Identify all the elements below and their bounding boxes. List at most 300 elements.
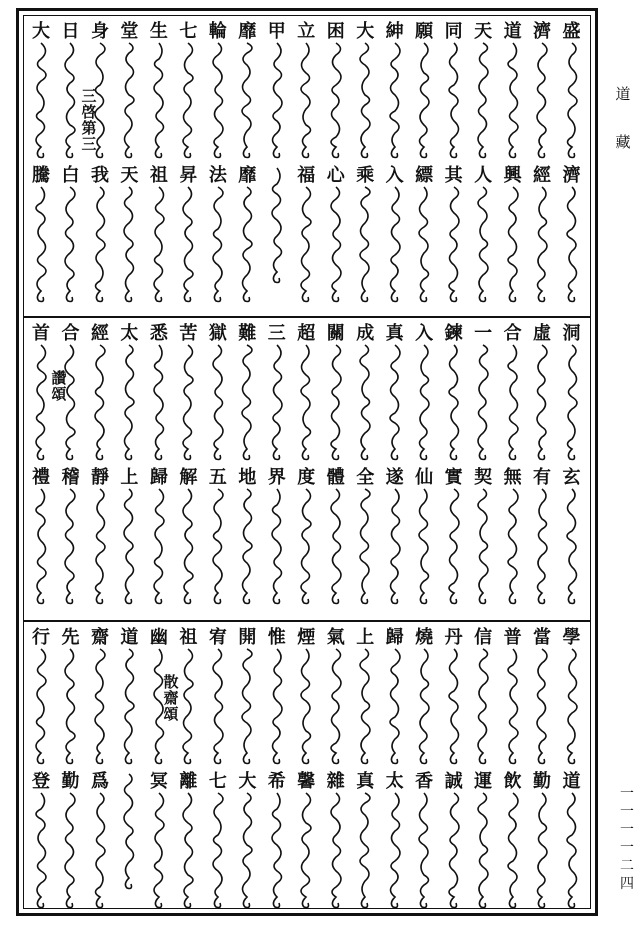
lyric-char: 丹 (444, 627, 463, 648)
notation-column-top (441, 324, 467, 460)
notation-column-bottom (57, 772, 83, 908)
notation-column-bottom (28, 468, 54, 604)
neume-squiggle-icon (146, 345, 172, 460)
neume-squiggle-icon (470, 43, 496, 158)
page-inner-frame (23, 15, 591, 909)
neume-squiggle-icon (470, 649, 496, 764)
lyric-char: 馨 (297, 771, 316, 792)
lyric-char: 靡 (238, 165, 257, 186)
lyric-char: 難 (238, 323, 257, 344)
lyric-char: 法 (208, 165, 227, 186)
neume-squiggle-icon (411, 793, 437, 908)
neume-squiggle-icon (175, 43, 201, 158)
neume-squiggle-icon (500, 489, 526, 604)
lyric-char: 大 (238, 771, 257, 792)
lyric-char: 甲 (267, 21, 286, 42)
notation-column-top (382, 324, 408, 460)
lyric-char: 生 (149, 21, 168, 42)
band-2 (24, 316, 590, 622)
lyric-char: 成 (356, 323, 375, 344)
neume-squiggle-icon (205, 345, 231, 460)
notation-column-bottom (264, 166, 290, 283)
lyric-char: 大 (356, 21, 375, 42)
notation-column-bottom (175, 772, 201, 908)
lyric-char: 運 (474, 771, 493, 792)
neume-squiggle-icon (234, 43, 260, 158)
neume-squiggle-icon (116, 187, 142, 302)
lyric-char: 上 (120, 467, 139, 488)
neume-squiggle-icon (234, 489, 260, 604)
lyric-char: 日 (61, 21, 80, 42)
neume-squiggle-icon (28, 793, 54, 908)
notation-column-top (352, 22, 378, 158)
lyric-char: 信 (474, 627, 493, 648)
notation-column-bottom (559, 772, 585, 908)
lyric-char: 燒 (415, 627, 434, 648)
notation-column-bottom (28, 166, 54, 302)
neume-squiggle-icon (529, 345, 555, 460)
lyric-char: 其 (444, 165, 463, 186)
neume-squiggle-icon (146, 489, 172, 604)
lyric-char: 洞 (562, 323, 581, 344)
margin-title (612, 70, 634, 166)
neume-squiggle-icon (559, 649, 585, 764)
neume-squiggle-icon (293, 793, 319, 908)
neume-squiggle-icon (441, 43, 467, 158)
notation-column-top (500, 22, 526, 158)
notation-column-top (205, 628, 231, 764)
notation-column-bottom (205, 468, 231, 604)
lyric-char: 靜 (90, 467, 109, 488)
neume-squiggle-icon (28, 187, 54, 302)
notation-column-bottom (87, 468, 113, 604)
neume-squiggle-icon (382, 649, 408, 764)
notation-column-top (352, 324, 378, 460)
notation-column-bottom (146, 468, 172, 604)
notation-column-top (116, 628, 142, 764)
neume-squiggle-icon (470, 345, 496, 460)
lyric-char: 心 (326, 165, 345, 186)
notation-column-bottom (234, 166, 260, 302)
notation-column-bottom (146, 772, 172, 908)
notation-column-bottom (411, 468, 437, 604)
notation-column-top (411, 324, 437, 460)
lyric-char: 苦 (179, 323, 198, 344)
lyric-char: 飲 (503, 771, 522, 792)
neume-squiggle-icon (411, 489, 437, 604)
notation-column-top (234, 22, 260, 158)
notation-column-top (116, 324, 142, 460)
neume-squiggle-icon (116, 43, 142, 158)
lyric-char: 煙 (297, 627, 316, 648)
neume-squiggle-icon (411, 345, 437, 460)
neume-squiggle-icon (87, 187, 113, 302)
neume-squiggle-icon (264, 43, 290, 158)
lyric-char: 濟 (533, 21, 552, 42)
notation-column-bottom (57, 166, 83, 302)
notation-column-top (264, 22, 290, 158)
lyric-char: 登 (32, 771, 50, 792)
notation-column-top (470, 22, 496, 158)
neume-squiggle-icon (205, 649, 231, 764)
notation-column-top (323, 324, 349, 460)
notation-column-bottom (529, 166, 555, 302)
notation-column-bottom (175, 166, 201, 302)
notation-column-top (264, 324, 290, 460)
notation-column-bottom (87, 166, 113, 302)
lyric-char: 齋 (90, 627, 109, 648)
lyric-char: 上 (356, 627, 375, 648)
notation-column-top (234, 628, 260, 764)
neume-squiggle-icon (559, 489, 585, 604)
notation-column-bottom (382, 772, 408, 908)
notation-column-bottom (234, 468, 260, 604)
neume-squiggle-icon (116, 345, 142, 460)
lyric-char: 合 (503, 323, 522, 344)
neume-squiggle-icon (500, 187, 526, 302)
notation-column-top (234, 324, 260, 460)
notation-column-top (382, 22, 408, 158)
neume-squiggle-icon (175, 793, 201, 908)
lyric-char: 學 (562, 627, 581, 648)
neume-squiggle-icon (470, 793, 496, 908)
notation-column-bottom (559, 166, 585, 302)
neume-squiggle-icon (323, 43, 349, 158)
neume-squiggle-icon (28, 489, 54, 604)
lyric-char: 獄 (208, 323, 227, 344)
neume-squiggle-icon (382, 793, 408, 908)
lyric-char: 先 (61, 627, 80, 648)
lyric-char: 盛 (562, 21, 581, 42)
neume-squiggle-icon (175, 187, 201, 302)
lyric-char: 爲 (90, 771, 109, 792)
lyric-char: 同 (444, 21, 463, 42)
lyric-char: 合 (61, 323, 80, 344)
lyric-char: 香 (415, 771, 434, 792)
page-number: 一一一一二四 (620, 786, 634, 892)
notation-column-bottom (352, 772, 378, 908)
notation-column-bottom (500, 468, 526, 604)
notation-column-bottom (529, 468, 555, 604)
lyric-char: 天 (120, 165, 139, 186)
neume-squiggle-icon (146, 43, 172, 158)
lyric-char: 惟 (267, 627, 286, 648)
lyric-char: 七 (179, 21, 198, 42)
notation-column-bottom (529, 772, 555, 908)
neume-squiggle-icon (529, 43, 555, 158)
notation-column-top (57, 628, 83, 764)
band-3 (24, 620, 590, 908)
band-1 (24, 16, 590, 316)
lyric-char: 入 (385, 165, 404, 186)
neume-squiggle-icon (205, 187, 231, 302)
notation-column-top (293, 22, 319, 158)
lyric-char: 祖 (149, 165, 168, 186)
neume-squiggle-icon (352, 43, 378, 158)
notation-column-top (28, 22, 54, 158)
notation-column-bottom (500, 772, 526, 908)
lyric-char: 鍊 (444, 323, 463, 344)
neume-squiggle-icon (441, 187, 467, 302)
lyric-char: 仙 (415, 467, 434, 488)
notation-column-top (205, 22, 231, 158)
lyric-char: 真 (356, 771, 375, 792)
notation-column-bottom (323, 772, 349, 908)
notation-column-top (529, 324, 555, 460)
notation-column-top (87, 628, 113, 764)
notation-column-top (470, 628, 496, 764)
notation-column-bottom (87, 772, 113, 908)
neume-squiggle-icon (500, 793, 526, 908)
neume-squiggle-icon (87, 793, 113, 908)
lyric-char: 經 (90, 323, 109, 344)
neume-squiggle-icon (57, 649, 83, 764)
lyric-char: 入 (415, 323, 434, 344)
notation-column-top (559, 324, 585, 460)
lyric-char: 氣 (326, 627, 345, 648)
neume-squiggle-icon (57, 793, 83, 908)
notation-column-bottom (470, 772, 496, 908)
neume-squiggle-icon (500, 649, 526, 764)
notation-column-top (323, 628, 349, 764)
lyric-char: 太 (385, 771, 404, 792)
neume-squiggle-icon (323, 187, 349, 302)
lyric-char: 契 (474, 467, 493, 488)
neume-squiggle-icon (175, 345, 201, 460)
notation-column-bottom (559, 468, 585, 604)
lyric-char: 天 (474, 21, 493, 42)
neume-squiggle-icon (352, 793, 378, 908)
neume-squiggle-icon (441, 489, 467, 604)
neume-squiggle-icon (352, 649, 378, 764)
lyric-char: 願 (415, 21, 434, 42)
notation-column-top (28, 628, 54, 764)
neume-squiggle-icon (234, 187, 260, 302)
lyric-char: 離 (179, 771, 198, 792)
lyric-char: 歸 (385, 627, 404, 648)
notation-column-bottom (323, 166, 349, 302)
lyric-char: 道 (562, 771, 581, 792)
notation-column-top (293, 324, 319, 460)
notation-column-bottom (293, 166, 319, 302)
lyric-char: 白 (61, 165, 80, 186)
neume-squiggle-icon (411, 187, 437, 302)
notation-column-top (352, 628, 378, 764)
notation-column-bottom (205, 772, 231, 908)
lyric-char: 歸 (149, 467, 168, 488)
notation-column-top (323, 22, 349, 158)
neume-squiggle-icon (293, 345, 319, 460)
notation-column-top (411, 22, 437, 158)
neume-squiggle-icon (529, 793, 555, 908)
lyric-char: 禮 (32, 467, 50, 488)
lyric-char: 遂 (385, 467, 404, 488)
neume-squiggle-icon (57, 489, 83, 604)
notation-column-top (146, 324, 172, 460)
notation-column-bottom (441, 468, 467, 604)
neume-squiggle-icon (323, 489, 349, 604)
neume-squiggle-icon (382, 43, 408, 158)
notation-column-bottom (323, 468, 349, 604)
neume-squiggle-icon (293, 187, 319, 302)
lyric-char: 宥 (208, 627, 227, 648)
neume-squiggle-icon (175, 489, 201, 604)
notation-column-bottom (264, 468, 290, 604)
neume-squiggle-icon (470, 187, 496, 302)
lyric-char: 稽 (61, 467, 80, 488)
notation-column-top (529, 628, 555, 764)
lyric-char: 度 (297, 467, 316, 488)
lyric-char: 勤 (61, 771, 80, 792)
notation-column-bottom (116, 166, 142, 302)
lyric-char: 經 (533, 165, 552, 186)
lyric-char: 首 (32, 323, 50, 344)
notation-column-bottom (500, 166, 526, 302)
lyric-char: 濟 (562, 165, 581, 186)
lyric-char: 體 (326, 467, 345, 488)
neume-squiggle-icon (57, 187, 83, 302)
neume-squiggle-icon (323, 345, 349, 460)
lyric-char: 堂 (120, 21, 139, 42)
lyric-char: 乘 (356, 165, 375, 186)
lyric-char: 希 (267, 771, 286, 792)
notation-column-bottom (382, 166, 408, 302)
notation-column-top (441, 628, 467, 764)
notation-column-top (500, 324, 526, 460)
neume-squiggle-icon (264, 489, 290, 604)
lyric-char: 三 (267, 323, 286, 344)
neume-squiggle-icon (293, 649, 319, 764)
neume-squiggle-icon (205, 489, 231, 604)
neume-squiggle-icon (87, 345, 113, 460)
neume-squiggle-icon (441, 649, 467, 764)
lyric-char: 輪 (208, 21, 227, 42)
lyric-char: 太 (120, 323, 139, 344)
lyric-char: 我 (90, 165, 109, 186)
neume-squiggle-icon (559, 187, 585, 302)
notation-column-bottom (205, 166, 231, 302)
notation-column-bottom (28, 772, 54, 908)
notation-column-top (559, 628, 585, 764)
lyric-char: 幽 (149, 627, 168, 648)
notation-column-top (470, 324, 496, 460)
lyric-char: 興 (503, 165, 522, 186)
lyric-char: 勤 (533, 771, 552, 792)
notation-column-bottom (470, 166, 496, 302)
neume-squiggle-icon (293, 489, 319, 604)
notation-column-bottom (470, 468, 496, 604)
notation-column-top (175, 324, 201, 460)
notation-column-top (146, 22, 172, 158)
notation-column-top (264, 628, 290, 764)
neume-squiggle-icon (116, 774, 142, 889)
lyric-char: 祖 (179, 627, 198, 648)
section-title: 散齋頌 (163, 673, 179, 723)
lyric-char: 開 (238, 627, 257, 648)
notation-column-top (293, 628, 319, 764)
neume-squiggle-icon (529, 649, 555, 764)
neume-squiggle-icon (559, 793, 585, 908)
notation-column-bottom (175, 468, 201, 604)
scripture-page (16, 8, 598, 916)
lyric-char: 靡 (238, 21, 257, 42)
lyric-char: 騰 (32, 165, 50, 186)
notation-column-top (175, 22, 201, 158)
lyric-char: 五 (208, 467, 227, 488)
notation-column-bottom (264, 772, 290, 908)
lyric-char: 一 (474, 323, 493, 344)
neume-squiggle-icon (234, 649, 260, 764)
neume-squiggle-icon (382, 345, 408, 460)
neume-squiggle-icon (382, 489, 408, 604)
section-title: 讚頌 (51, 369, 67, 403)
notation-column-top (529, 22, 555, 158)
neume-squiggle-icon (411, 649, 437, 764)
lyric-char: 悉 (149, 323, 168, 344)
notation-column-bottom (57, 468, 83, 604)
neume-squiggle-icon (529, 187, 555, 302)
notation-column-top (500, 628, 526, 764)
notation-column-bottom (352, 166, 378, 302)
neume-squiggle-icon (470, 489, 496, 604)
lyric-char: 真 (385, 323, 404, 344)
neume-squiggle-icon (205, 793, 231, 908)
lyric-char: 地 (238, 467, 257, 488)
neume-squiggle-icon (382, 187, 408, 302)
lyric-char: 玄 (562, 467, 581, 488)
lyric-char: 超 (297, 323, 316, 344)
margin-title-char: 藏 (615, 133, 631, 151)
notation-column-bottom (441, 772, 467, 908)
neume-squiggle-icon (411, 43, 437, 158)
notation-column-top (441, 22, 467, 158)
notation-column-bottom (293, 468, 319, 604)
neume-squiggle-icon (264, 793, 290, 908)
lyric-char: 有 (533, 467, 552, 488)
neume-squiggle-icon (441, 345, 467, 460)
lyric-char: 行 (32, 627, 50, 648)
lyric-char: 困 (326, 21, 345, 42)
notation-column-bottom (116, 772, 142, 889)
neume-squiggle-icon (146, 187, 172, 302)
lyric-char: 虛 (533, 323, 552, 344)
notation-column-top (411, 628, 437, 764)
lyric-char: 道 (503, 21, 522, 42)
neume-squiggle-icon (116, 489, 142, 604)
notation-column-bottom (411, 772, 437, 908)
lyric-char: 普 (503, 627, 522, 648)
neume-squiggle-icon (28, 345, 54, 460)
neume-squiggle-icon (529, 489, 555, 604)
lyric-char: 實 (444, 467, 463, 488)
notation-column-top (382, 628, 408, 764)
lyric-char: 關 (326, 323, 345, 344)
lyric-char: 人 (474, 165, 493, 186)
neume-squiggle-icon (264, 649, 290, 764)
notation-column-top (87, 324, 113, 460)
lyric-char: 誠 (444, 771, 463, 792)
lyric-char: 雜 (326, 771, 345, 792)
lyric-char: 解 (179, 467, 198, 488)
notation-column-bottom (352, 468, 378, 604)
lyric-char: 界 (267, 467, 286, 488)
lyric-char: 縹 (415, 165, 434, 186)
neume-squiggle-icon (293, 43, 319, 158)
notation-column-bottom (382, 468, 408, 604)
lyric-char: 立 (297, 21, 316, 42)
notation-column-bottom (146, 166, 172, 302)
neume-squiggle-icon (352, 187, 378, 302)
